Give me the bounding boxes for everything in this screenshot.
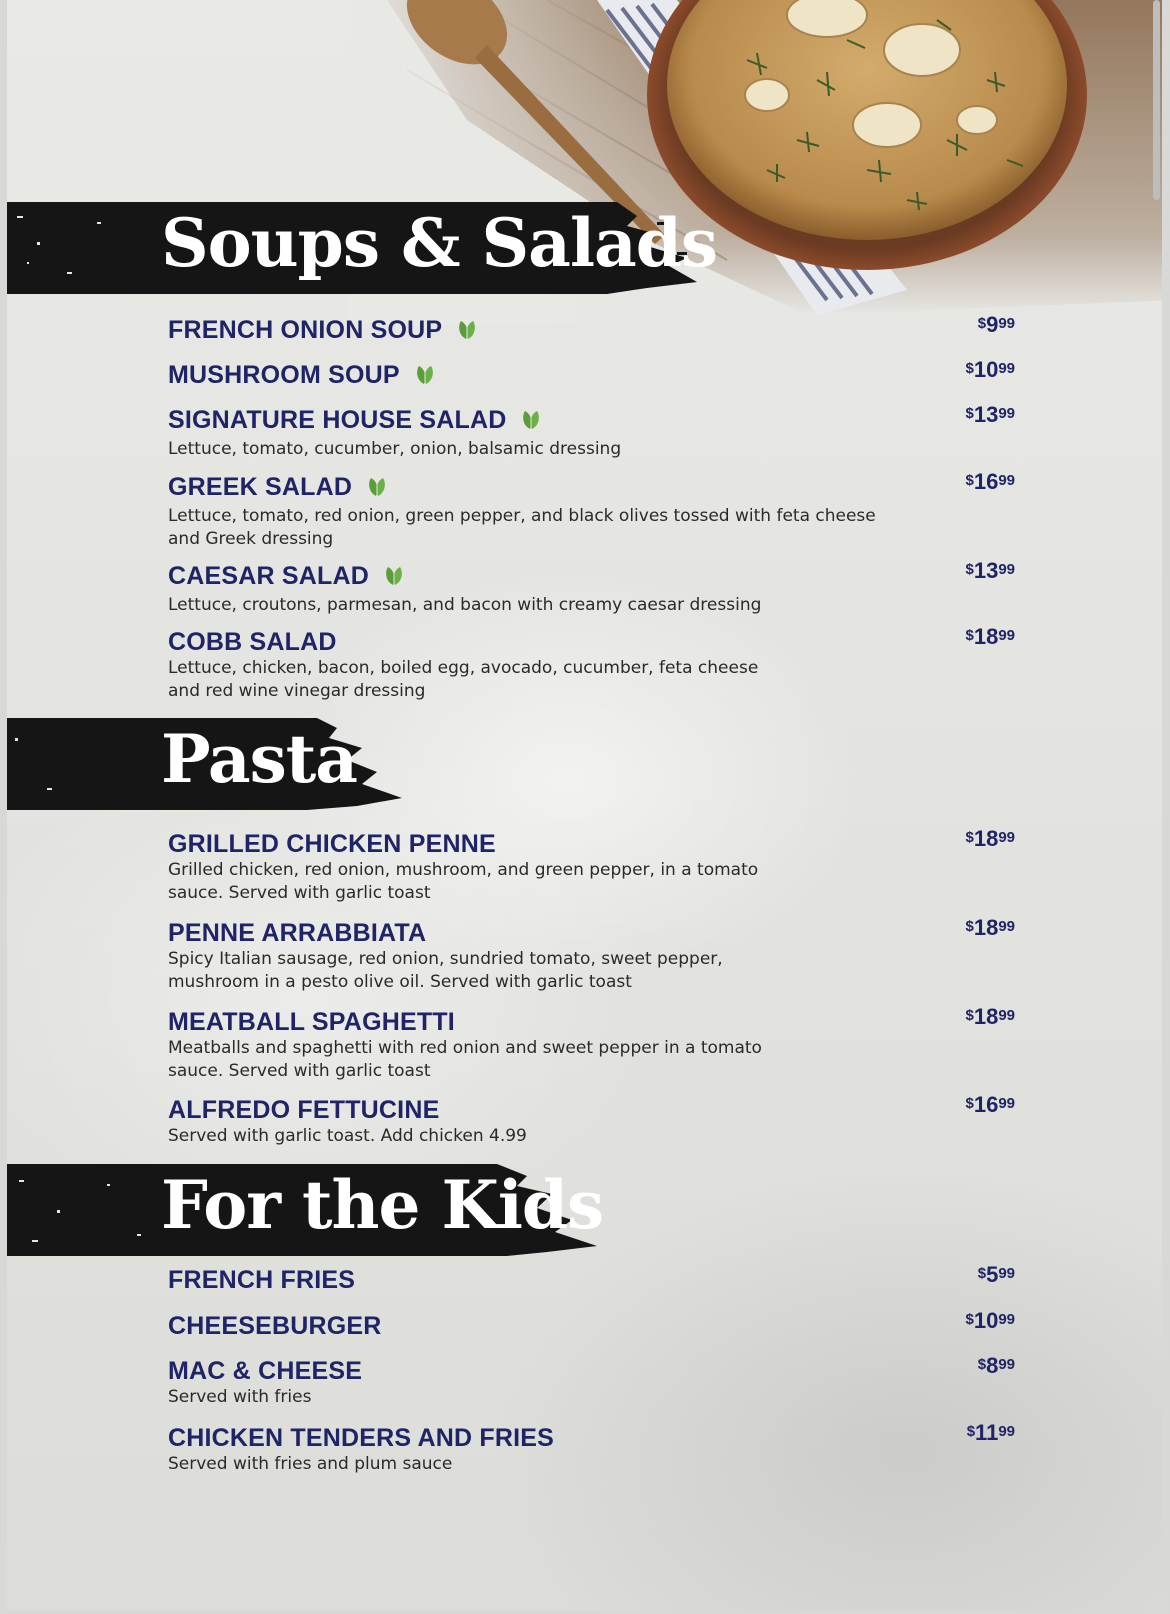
price-dollars: 10 [973, 1308, 999, 1333]
price-cents: 99 [998, 829, 1015, 846]
item-name: SIGNATURE HOUSE SALAD [168, 406, 507, 434]
price-cents: 99 [998, 1007, 1015, 1024]
item-price [965, 826, 1015, 852]
item-name: COBB SALAD [168, 628, 337, 656]
leaf-icon [366, 476, 388, 502]
item-description: Meatballs and spaghetti with red onion and sweet pepper in a tomato sauce. Served with garlic toast [168, 1038, 762, 1081]
price-dollars: 13 [973, 558, 999, 583]
price-currency: $ [965, 918, 974, 935]
menu-item [168, 469, 1162, 551]
price-currency: $ [965, 405, 974, 422]
item-description: Lettuce, croutons, parmesan, and bacon with creamy caesar dressing [168, 594, 762, 615]
price-cents: 99 [998, 918, 1015, 935]
item-description: Lettuce, tomato, cucumber, onion, balsamic dressing [168, 438, 622, 459]
price-cents: 99 [998, 1095, 1015, 1112]
price-cents: 99 [998, 627, 1015, 644]
price-cents: 99 [998, 360, 1015, 377]
menu-item [168, 624, 1162, 703]
menu-item [168, 1092, 1162, 1148]
menu-item [168, 402, 1162, 461]
menu-item [168, 826, 1162, 905]
leaf-icon [520, 409, 542, 435]
price-currency: $ [965, 472, 974, 489]
price-cents: 99 [998, 472, 1015, 489]
price-dollars: 8 [986, 1353, 999, 1378]
menu-item [168, 357, 1162, 392]
price-cents: 99 [998, 1356, 1015, 1373]
item-description: Lettuce, tomato, red onion, green pepper, and black olives tossed with feta cheese and Greek dressing [168, 505, 876, 549]
price-dollars: 16 [973, 469, 999, 494]
price-currency: $ [965, 561, 974, 578]
item-description: Spicy Italian sausage, red onion, sundried tomato, sweet pepper, mushroom in a pesto olive oil. Served with garlic toast [168, 949, 723, 992]
menu-item [168, 915, 1162, 994]
item-price [965, 624, 1015, 650]
menu-item [168, 1004, 1162, 1083]
price-currency: $ [977, 315, 987, 332]
price-dollars: 10 [973, 357, 999, 382]
section-title: For the Kids [161, 1166, 604, 1244]
price-dollars: 16 [973, 1092, 999, 1117]
menu-item [168, 1353, 1162, 1409]
price-currency: $ [965, 1007, 974, 1024]
scrollbar[interactable] [1153, 0, 1160, 200]
item-price [965, 1004, 1015, 1030]
price-dollars: 9 [986, 312, 999, 337]
item-price [967, 1420, 1015, 1446]
item-price [978, 1262, 1015, 1288]
item-name: MAC & CHEESE [168, 1357, 363, 1385]
leaf-icon [414, 364, 436, 390]
menu-page [7, 0, 1162, 1610]
price-dollars: 11 [975, 1420, 999, 1445]
item-description: Lettuce, chicken, bacon, boiled egg, avocado, cucumber, feta cheese and red wine vinegar dressing [168, 658, 759, 701]
section-title: Soups & Salads [161, 204, 718, 282]
leaf-icon [383, 565, 405, 591]
item-name: ALFREDO FETTUCINE [168, 1096, 440, 1124]
price-currency: $ [977, 1356, 987, 1373]
price-dollars: 13 [973, 402, 999, 427]
price-cents: 99 [998, 561, 1015, 578]
leaf-icon [456, 319, 478, 345]
item-name: CAESAR SALAD [168, 562, 370, 590]
item-price [965, 402, 1015, 428]
price-currency: $ [965, 829, 974, 846]
item-price [965, 357, 1015, 383]
price-dollars: 18 [973, 915, 999, 940]
item-name: PENNE ARRABBIATA [168, 919, 427, 947]
price-cents: 99 [998, 315, 1015, 332]
price-cents: 99 [998, 1265, 1015, 1282]
price-currency: $ [966, 1423, 976, 1440]
price-dollars: 18 [973, 1004, 999, 1029]
price-cents: 99 [998, 1311, 1015, 1328]
item-name: GREEK SALAD [168, 473, 353, 501]
price-dollars: 18 [973, 624, 999, 649]
price-currency: $ [965, 360, 974, 377]
menu-item [168, 312, 1162, 347]
item-name: CHEESEBURGER [168, 1312, 382, 1340]
item-description: Grilled chicken, red onion, mushroom, and green pepper, in a tomato sauce. Served with garlic toast [168, 860, 759, 903]
menu-item [168, 1308, 1162, 1340]
price-dollars: 18 [973, 826, 999, 851]
item-name: FRENCH FRIES [168, 1266, 356, 1294]
item-name: MEATBALL SPAGHETTI [168, 1008, 455, 1036]
menu-item [168, 1262, 1162, 1294]
price-cents: 99 [998, 1423, 1015, 1440]
section-title: Pasta [161, 720, 358, 798]
item-price [965, 1308, 1015, 1334]
menu-item [168, 1420, 1162, 1476]
price-currency: $ [965, 1311, 974, 1328]
item-name: GRILLED CHICKEN PENNE [168, 830, 496, 858]
item-price [965, 558, 1015, 584]
price-currency: $ [965, 1095, 974, 1112]
item-description: Served with fries [168, 1387, 312, 1407]
item-price [965, 469, 1015, 495]
item-name: FRENCH ONION SOUP [168, 316, 443, 344]
item-price [965, 1092, 1015, 1118]
item-description: Served with fries and plum sauce [168, 1454, 453, 1474]
price-currency: $ [965, 627, 974, 644]
item-description: Served with garlic toast. Add chicken 4.99 [168, 1126, 527, 1146]
item-name: MUSHROOM SOUP [168, 361, 400, 389]
price-currency: $ [977, 1265, 987, 1282]
price-dollars: 5 [986, 1262, 999, 1287]
item-price [978, 312, 1015, 338]
price-cents: 99 [998, 405, 1015, 422]
item-price [965, 915, 1015, 941]
item-name: CHICKEN TENDERS AND FRIES [168, 1424, 555, 1452]
menu-item [168, 558, 1162, 617]
item-price [978, 1353, 1015, 1379]
